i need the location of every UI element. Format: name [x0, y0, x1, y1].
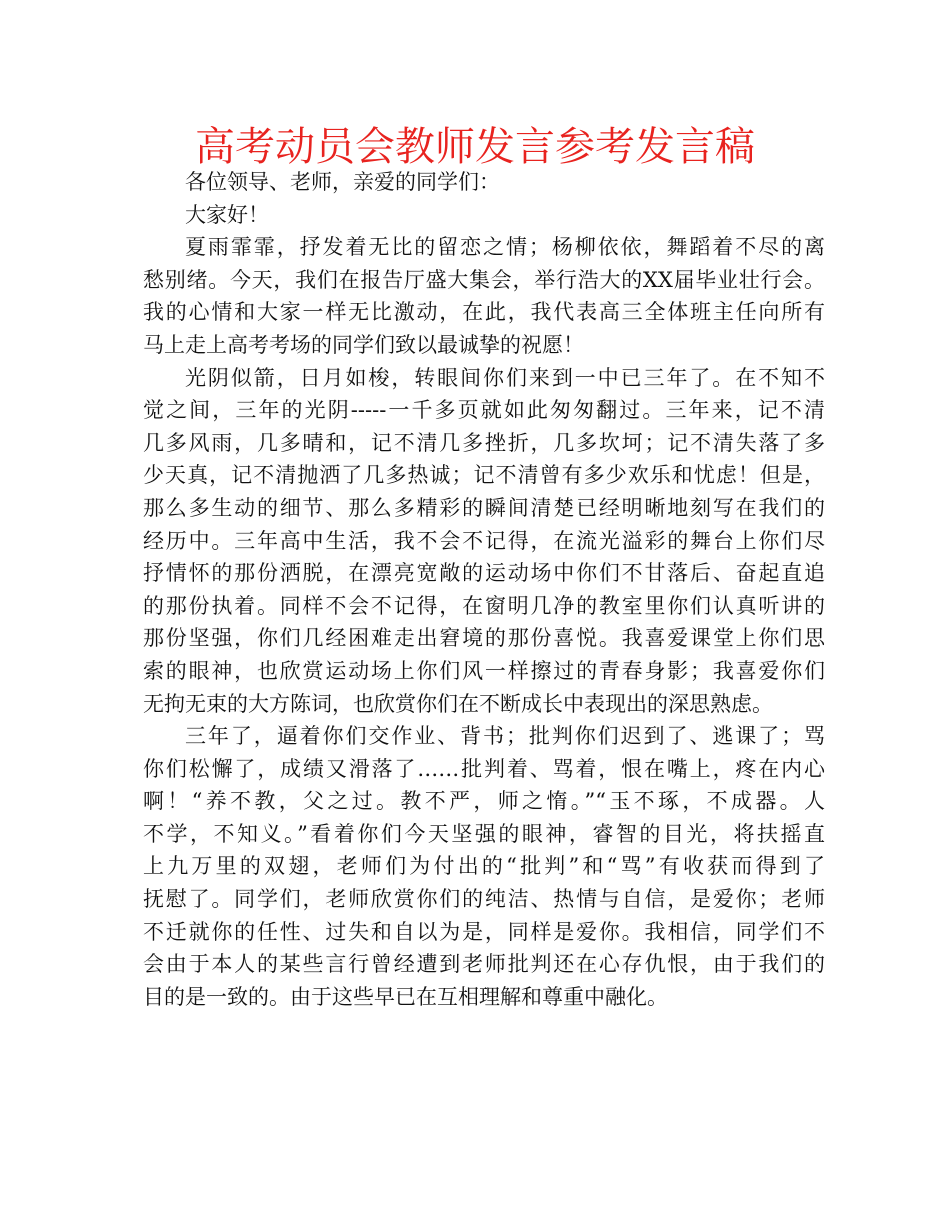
paragraph — [143, 231, 825, 361]
paragraph-line: 你们松懈了，成绩又滑落了……批判着、骂着，恨在嘴上，疼在内心 — [143, 756, 825, 781]
paragraph-line: 各位领导、老师，亲爱的同学们： — [185, 170, 500, 194]
paragraph-line: 会由于本人的某些言行曾经遭到老师批判还在心存仇恨，由于我们的 — [143, 952, 825, 977]
paragraph-line: 愁别绪。今天，我们在报告厅盛大集会，举行浩大的XX届毕业壮行会。 — [143, 267, 825, 292]
paragraph-line: 那么多生动的细节、那么多精彩的瞬间清楚已经明晰地刻写在我们的 — [143, 495, 825, 520]
paragraph — [143, 166, 825, 199]
paragraph-line: 三年了，逼着你们交作业、背书；批判你们迟到了、逃课了；骂 — [185, 724, 825, 749]
paragraph-line: 那份坚强，你们几经困难走出窘境的那份喜悦。我喜爱课堂上你们思 — [143, 626, 825, 651]
paragraph-line: 大家好！ — [185, 202, 269, 227]
paragraph-line: 觉之间，三年的光阴-----一千多页就如此匆匆翻过。三年来，记不清 — [143, 398, 825, 423]
paragraph-line: 少天真，记不清抛洒了几多热诚；记不清曾有多少欢乐和忧虑！但是， — [143, 463, 825, 488]
paragraph-line: 几多风雨，几多晴和，记不清几多挫折，几多坎坷；记不清失落了多 — [143, 430, 825, 455]
paragraph-line: 夏雨霏霏，抒发着无比的留恋之情；杨柳依依，舞蹈着不尽的离 — [185, 235, 825, 260]
paragraph-line: 光阴似箭，日月如梭，转眼间你们来到一中已三年了。在不知不 — [185, 365, 825, 390]
document-body — [143, 166, 825, 1013]
paragraph-line: 抚慰了。同学们，老师欣赏你们的纯洁、热情与自信，是爱你；老师 — [143, 887, 825, 912]
paragraph-line: 经历中。三年高中生活，我不会不记得，在流光溢彩的舞台上你们尽 — [143, 528, 825, 553]
document-title: 高考动员会教师发言参考发言稿 — [195, 124, 755, 170]
paragraph-line: 我的心情和大家一样无比激动，在此，我代表高三全体班主任向所有 — [143, 300, 825, 325]
paragraph-line: 的那份执着。同样不会不记得，在窗明几净的教室里你们认真听讲的 — [143, 593, 825, 618]
paragraph-line: 目的是一致的。由于这些早已在互相理解和尊重中融化。 — [143, 984, 668, 1009]
paragraph — [143, 199, 825, 232]
paragraph-line: 索的眼神，也欣赏运动场上你们风一样擦过的青春身影；我喜爱你们 — [143, 658, 825, 683]
paragraph — [143, 720, 825, 1013]
paragraph-line: 啊！“养不教，父之过。教不严，师之惰。”“玉不琢，不成器。人 — [143, 789, 825, 814]
paragraph-line: 抒情怀的那份洒脱，在漂亮宽敞的运动场中你们不甘落后、奋起直追 — [143, 561, 825, 586]
paragraph-line: 上九万里的双翅，老师们为付出的“批判”和“骂”有收获而得到了 — [143, 854, 825, 879]
paragraph-line: 无拘无束的大方陈词，也欣赏你们在不断成长中表现出的深思熟虑。 — [143, 691, 773, 716]
paragraph-line: 马上走上高考考场的同学们致以最诚挚的祝愿！ — [143, 332, 584, 357]
paragraph-line: 不学，不知义。”看着你们今天坚强的眼神，睿智的目光，将扶摇直 — [143, 821, 825, 846]
paragraph-line: 不迁就你的任性、过失和自以为是，同样是爱你。我相信，同学们不 — [143, 919, 825, 944]
paragraph — [143, 362, 825, 721]
